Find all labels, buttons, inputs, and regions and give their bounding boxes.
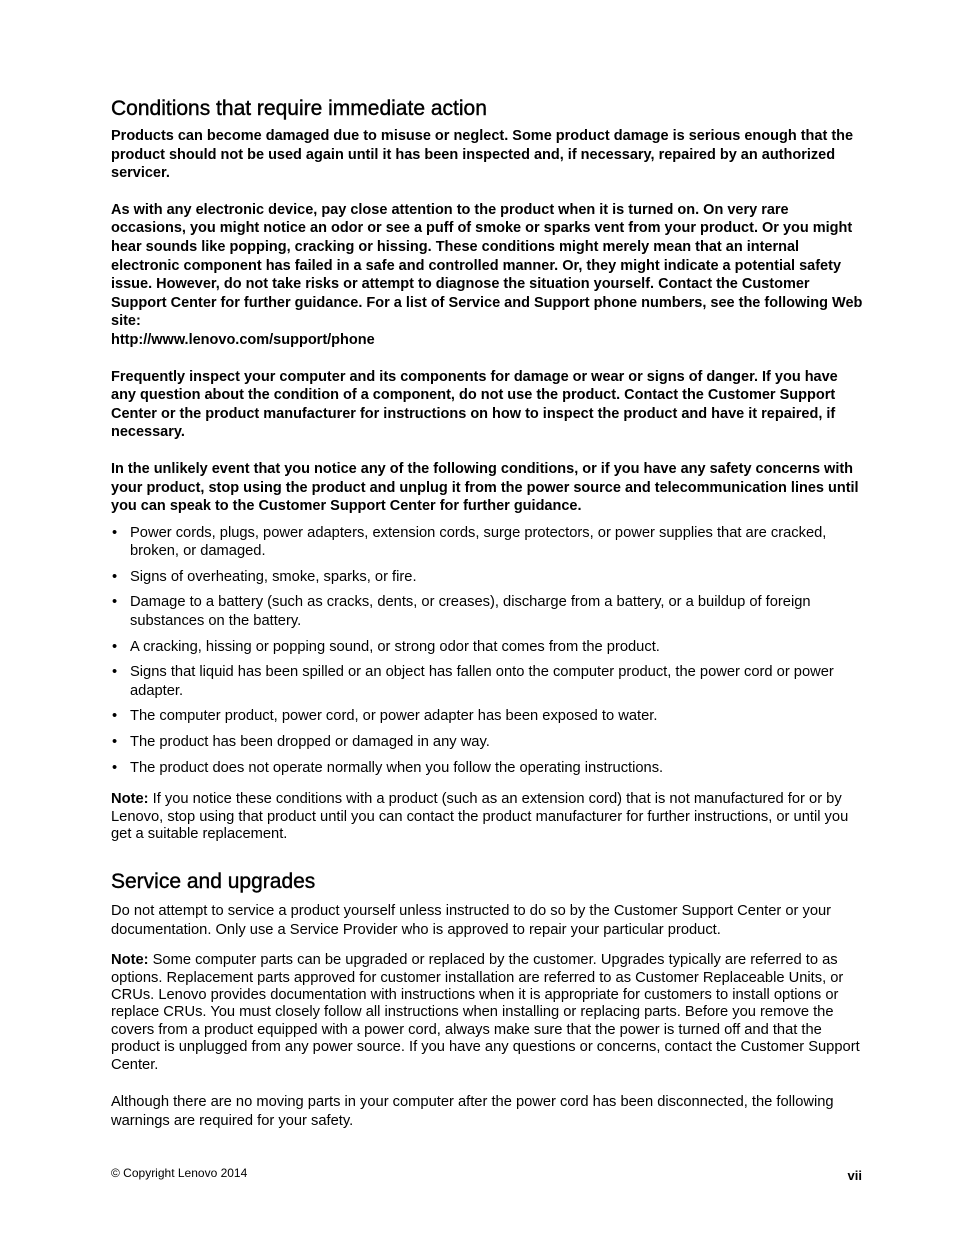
list-item: • The computer product, power cord, or power adapter has been exposed to water.: [111, 707, 863, 726]
section-title: Service and upgrades: [111, 870, 316, 893]
support-url[interactable]: http://www.lenovo.com/support/phone: [111, 331, 375, 348]
copyright: © Copyright Lenovo 2014: [111, 1166, 248, 1180]
note-text: Some computer parts can be upgraded or replaced by the customer. Upgrades typically are referred to as options. Replacement parts approved for customer installation are referred to as Customer Replaceable Units, or CRUs. Lenovo provides documentation with instructions when it is appropriate for customers to install options or replace CRUs. You must closely follow all instructions when installing or replacing parts. Before you remove the covers from a product equipped with a power cord, always make sure that the power is turned off and that the product is unplugged from any power source. If you have any questions or concerns, contact the Customer Support Center.: [111, 952, 860, 1073]
list-item: • A cracking, hissing or popping sound, or strong odor that comes from the product.: [111, 638, 863, 657]
note: [111, 791, 863, 843]
paragraph: In the unlikely event that you notice any of the following conditions, or if you have any safety concerns with your product, stop using the product and unplug it from the power source and telecommunication lines until you can speak to the Customer Support Center for further guidance.: [111, 460, 859, 515]
list-item: • The product does not operate normally when you follow the operating instructions.: [111, 759, 863, 778]
list-item: • Signs of overheating, smoke, sparks, or fire.: [111, 568, 863, 587]
paragraph: As with any electronic device, pay close attention to the product when it is turned on. On very rare occasions, you might notice an odor or see a puff of smoke or sparks vent from your product. Or you might hear sounds like popping, cracking or hissing. These conditions might merely mean that an internal electronic component has failed in a safe and controlled manner. Or, they might indicate a potential safety issue. However, do not take risks or attempt to diagnose the situation yourself. Contact the Customer Support Center for further guidance. For a list of Service and Support phone numbers, see the following Web site:: [111, 201, 863, 330]
paragraph: Although there are no moving parts in your computer after the power cord has been disconnected, the following warnings are required for your safety.: [111, 1094, 834, 1129]
paragraph: Do not attempt to service a product yourself unless instructed to do so by the Customer Support Center or your documentation. Only use a Service Provider who is approved to repair your particular product.: [111, 903, 832, 938]
paragraph: Frequently inspect your computer and its components for damage or wear or signs of danger. If you have any question about the condition of a component, do not use the product. Contact the Customer Support Center or the product manufacturer for instructions on how to inspect the product and have it repaired, if necessary.: [111, 368, 838, 441]
list-item: • The product has been dropped or damaged in any way.: [111, 733, 863, 752]
note: [111, 952, 863, 1074]
note-label: Note:: [111, 952, 149, 969]
section-conditions: [111, 95, 863, 843]
section-title: Conditions that require immediate action: [111, 97, 487, 120]
list-item: • Damage to a battery (such as cracks, dents, or creases), discharge from a battery, or a buildup of foreign substances on the battery.: [111, 593, 863, 630]
list-item: • Signs that liquid has been spilled or an object has fallen onto the computer product, the power cord or power adapter.: [111, 663, 863, 700]
conditions-list: [111, 524, 863, 778]
section-service: [111, 868, 863, 1130]
note-text: If you notice these conditions with a product (such as an extension cord) that is not manufactured for or by Lenovo, stop using that product until you can contact the product manufacturer for further instructions, or until you get a suitable replacement.: [111, 791, 849, 843]
paragraph: Products can become damaged due to misuse or neglect. Some product damage is serious enough that the product should not be used again until it has been inspected and, if necessary, repaired by an authorized servicer.: [111, 128, 854, 182]
note-label: Note:: [111, 791, 149, 808]
list-item: • Power cords, plugs, power adapters, extension cords, surge protectors, or power supplies that are cracked, broken, or damaged.: [111, 524, 863, 561]
page-number: vii: [847, 1168, 862, 1183]
